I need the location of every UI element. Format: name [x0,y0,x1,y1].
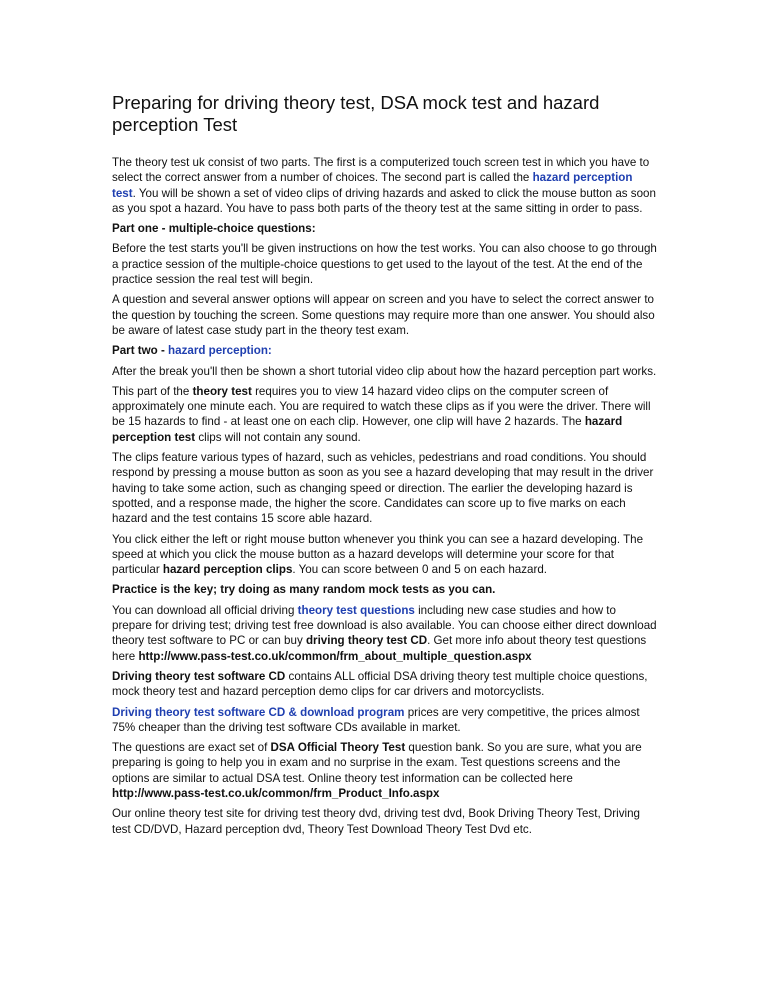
part-two-paragraph-4 [112,532,658,578]
p4-text-a: You click either the left or right mouse button whenever you think you can see a hazard developing. The speed at which you click the mouse button as a hazard develops will determine your score for that particular [112,532,644,577]
practice-p2-text: contains ALL official DSA driving theory test multiple choice questions, mock theory test and hazard perception demo clips for car drivers and motorcyclists. [112,669,648,699]
hazard-perception-test-bold: hazard perception test [112,415,623,444]
document-page [112,92,658,842]
practice-text-b: including new case studies and how to prepare for driving test; driving test free download is also available. You can choose either direct download theory test software to PC or can buy [112,603,657,648]
part-two-paragraph-3: The clips feature various types of hazard, such as vehicles, pedestrians and road conditions. You should respond by pressing a mouse button as soon as you see a hazard developing that may result in the driver having to take some action, such as changing speed or direction. The earlier the developing hazard is spotted, and a response made, the higher the score. Candidates can score up to five marks on each hazard and the test contains 15 score able hazard. [112,451,654,526]
practice-p4-text-a: The questions are exact set of [112,741,271,755]
multiple-question-url-link[interactable]: http://www.pass-test.co.uk/common/frm_about_multiple_question.aspx [138,649,532,663]
practice-p3-text: prices are very competitive, the prices almost 75% cheaper than the driving test software CDs available in market. [112,705,640,734]
theory-test-questions-link[interactable]: theory test questions [297,603,415,617]
practice-paragraph-1 [112,603,658,664]
part-two-paragraph-1: After the break you'll then be shown a short tutorial video clip about how the hazard perception part works. [112,364,657,378]
practice-paragraph-3 [112,705,658,736]
part-one-paragraph-1: Before the test starts you'll be given instructions on how the test works. You can also choose to go through a practice session of the multiple-choice questions to get used to the layout of the test. At the end of the practice session the real test will begin. [112,242,657,287]
p2-text-e: clips will not contain any sound. [195,430,361,444]
part-two-heading [112,343,658,358]
hazard-perception-clips-bold: hazard perception clips [162,563,293,577]
p2-text-c: requires you to view 14 hazard video clips on the computer screen of approximately one minute each. You are required to watch these clips as if you were the driver. There will be 15 hazards to find - at least one on each clip. However, one clip will have 2 hazards. The [112,384,651,429]
software-cd-bold: Driving theory test software CD [112,669,286,683]
theory-test-bold: theory test [192,384,252,398]
driving-theory-test-cd-bold: driving theory test CD [305,634,428,648]
practice-p4-text-c: question bank. So you are sure, what you are preparing is going to help you in exam and no surprise in the exam. Test questions screens and the options are similar to actual DSA test. Online theory test information can be collected here [112,741,642,785]
hazard-perception-link[interactable]: hazard perception: [168,344,272,358]
practice-paragraph-5: Our online theory test site for driving test theory dvd, driving test dvd, Book Driving Theory Test, Driving test CD/DVD, Hazard perception dvd, Theory Test Download Theory Test Dvd etc. [112,807,640,836]
p4-text-c: . You can score between 0 and 5 on each hazard. [292,563,548,577]
part-one-paragraph-2: A question and several answer options will appear on screen and you have to select the correct answer to the question by touching the screen. Some questions may require more than one answer. You should also be aware of latest case study part in the theory test exam. [112,293,655,337]
part-two-paragraph-2 [112,384,658,445]
part-two-heading-prefix: Part two - [112,344,169,358]
p2-text-a: This part of the [112,384,193,398]
software-cd-download-link[interactable]: Driving theory test software CD & download program [112,705,405,719]
practice-text-a: You can download all official driving [112,603,298,617]
hazard-perception-test-link[interactable]: hazard perception test [112,171,633,200]
intro-text-1: The theory test uk consist of two parts. The first is a computerized touch screen test in which you have to select the correct answer from a number of choices. The second part is called the [112,156,650,185]
intro-text-2: . You will be shown a set of video clips of driving hazards and asked to click the mouse button as soon as you spot a hazard. You have to pass both parts of the theory test at the same sitting in order to pass. [112,186,656,215]
practice-paragraph-2 [112,669,658,700]
practice-heading: Practice is the key; try doing as many random mock tests as you can. [112,583,496,597]
practice-text-d: . Get more info about theory test questions here [112,634,647,663]
dsa-official-theory-test-bold: DSA Official Theory Test [270,741,406,755]
part-one-heading: Part one - multiple-choice questions: [112,222,316,236]
practice-paragraph-4 [112,740,658,801]
document-title: Preparing for driving theory test, DSA mock test and hazard perception Test [112,92,600,135]
product-info-url-link[interactable]: http://www.pass-test.co.uk/common/frm_Product_Info.aspx [112,786,440,800]
intro-paragraph [112,155,658,216]
